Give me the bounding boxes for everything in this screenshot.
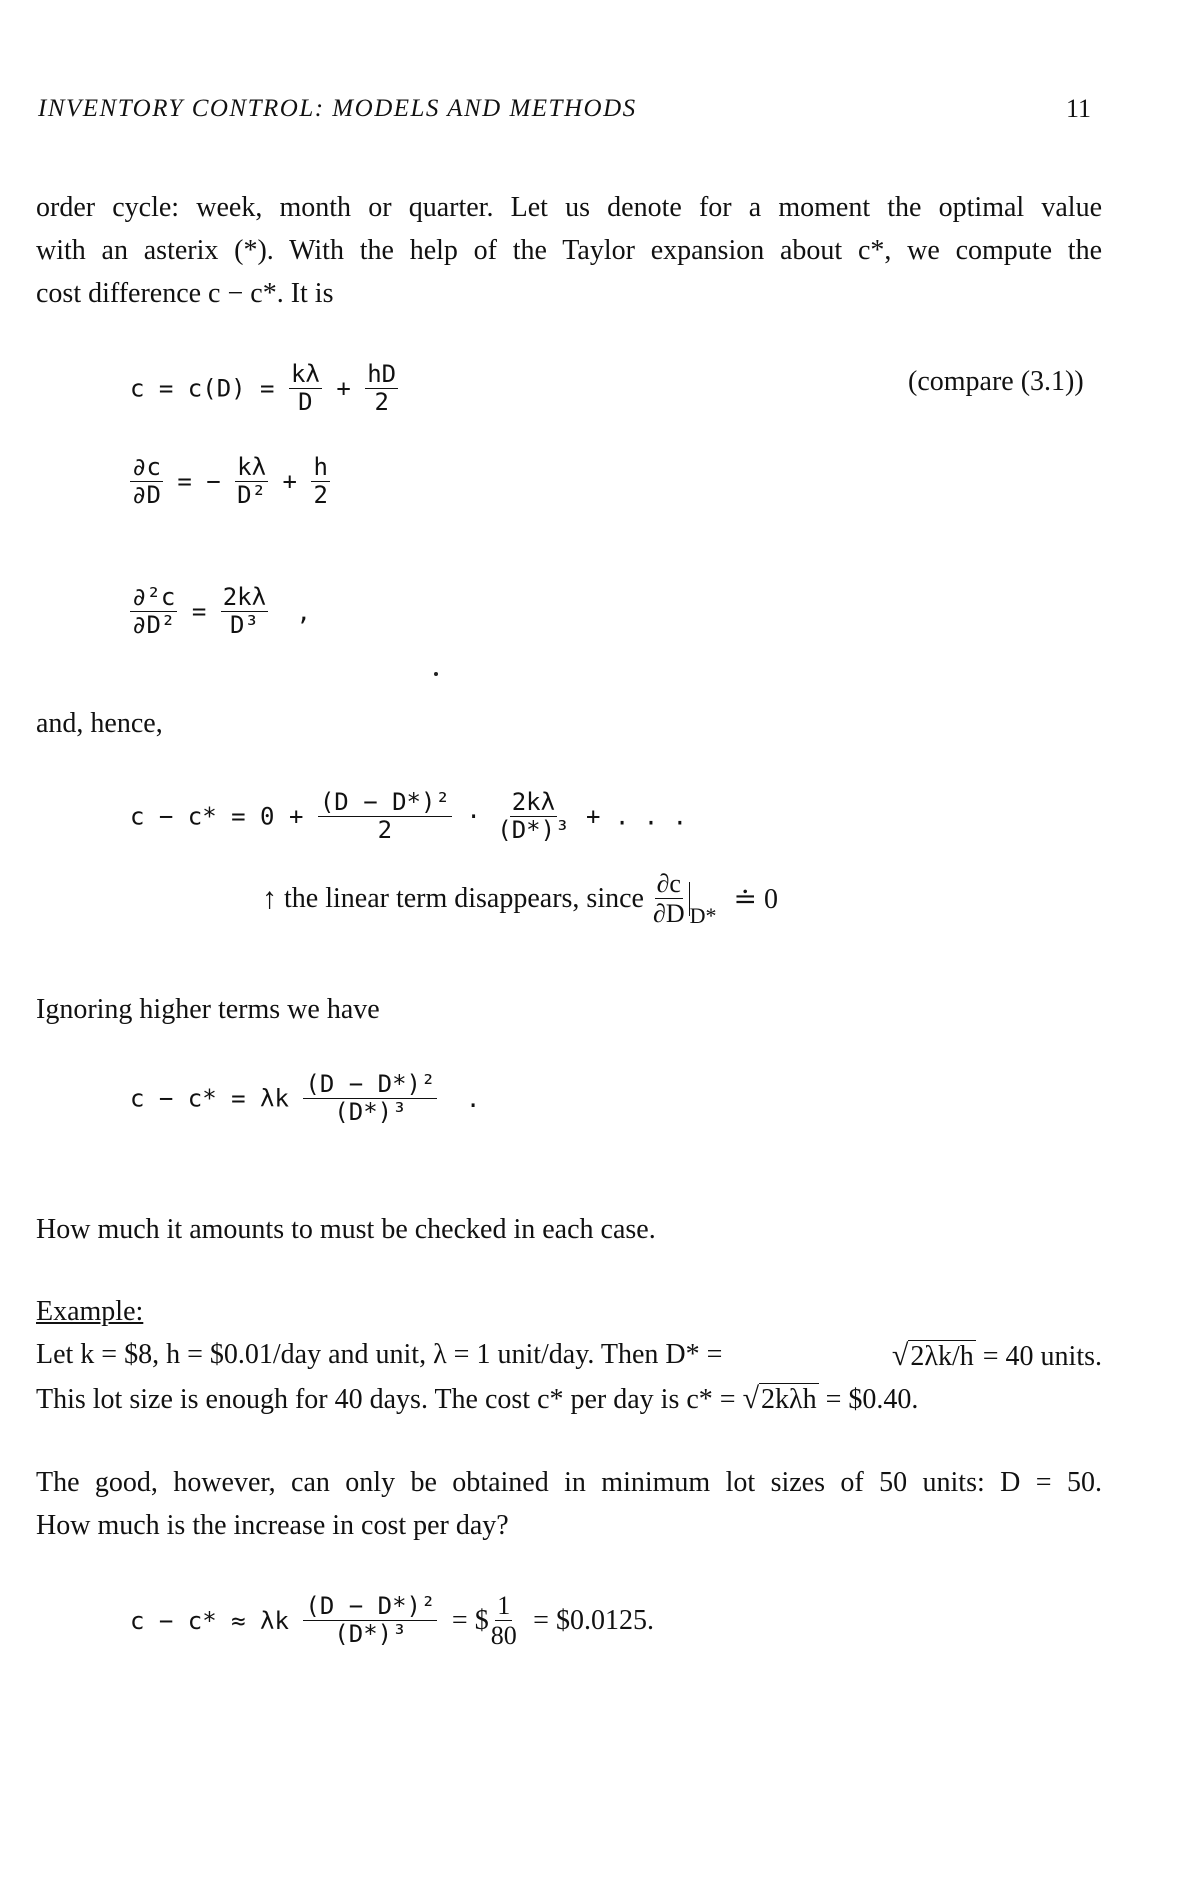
equation-cost-increase bbox=[130, 1592, 654, 1650]
equation-first-derivative bbox=[130, 455, 330, 508]
eq6-lhs: c − c* ≈ λk bbox=[130, 1606, 289, 1635]
eq3-frac-den: D³ bbox=[229, 611, 259, 640]
note-deriv-den: ∂D bbox=[652, 899, 685, 929]
eq2-deriv-den: ∂D bbox=[132, 481, 161, 510]
example-line-1: Let k = $8, h = $0.01/day and unit, λ = 1 unit/day. Then D* = √2λk/h = 40 units. bbox=[36, 1339, 1102, 1372]
eq5-frac-num: (D − D*)² bbox=[305, 1070, 436, 1098]
eq4-frac1-den: 2 bbox=[377, 816, 393, 845]
eq2-plus: + bbox=[282, 467, 297, 496]
equation-reference: (compare (3.1)) bbox=[908, 366, 1084, 397]
note-eval-point: D* bbox=[689, 903, 717, 929]
example-heading: Example: bbox=[36, 1296, 144, 1327]
intro-line-1: order cycle: week, month or quarter. Let us denote for a moment the optimal value bbox=[36, 192, 1102, 223]
eq1-frac1-den: D bbox=[298, 388, 313, 417]
equation-cost bbox=[130, 362, 398, 415]
eq6-frac-num: (D − D*)² bbox=[305, 1592, 436, 1621]
eq4-tail: + . . . bbox=[585, 802, 688, 831]
eq1-lhs: c = c(D) = bbox=[130, 374, 275, 403]
intro-line-2: with an asterix (*). With the help of the Taylor expansion about c*, we compute the bbox=[36, 235, 1102, 266]
eq3-frac-num: 2kλ bbox=[222, 583, 267, 611]
eq4-frac2-den: (D*)³ bbox=[497, 816, 570, 845]
intro-line-3: cost difference c − c*. It is bbox=[36, 278, 334, 309]
note-deriv-num: ∂c bbox=[656, 869, 681, 898]
eq2-frac1-num: kλ bbox=[237, 453, 267, 481]
eq2-equals-minus: = − bbox=[177, 467, 221, 496]
eq3-comma: , bbox=[296, 597, 311, 626]
eq6-frac-den: (D*)³ bbox=[334, 1620, 407, 1649]
eq2-frac2-num: h bbox=[313, 453, 328, 481]
eq3-equals: = bbox=[191, 597, 207, 626]
eq2-frac1-den: D² bbox=[237, 481, 267, 510]
linear-term-note bbox=[262, 870, 778, 929]
eq4-lhs: c − c* = 0 + bbox=[130, 802, 304, 831]
eq1-frac2-num: hD bbox=[367, 360, 397, 388]
sqrt-optimal-lot: 2λk/h bbox=[910, 1341, 974, 1372]
example-line-2-text: This lot size is enough for 40 days. The cost c* per day is c* = bbox=[36, 1384, 736, 1415]
eq1-frac2-den: 2 bbox=[374, 388, 389, 417]
ignoring-text: Ignoring higher terms we have bbox=[36, 994, 380, 1025]
eq3-deriv-num: ∂²c bbox=[132, 583, 176, 611]
eq5-period: . bbox=[465, 1084, 481, 1113]
eq6-frac2-den: 80 bbox=[490, 1621, 517, 1651]
eq6-frac2-num: 1 bbox=[497, 1591, 511, 1620]
eq4-frac2-num: 2kλ bbox=[511, 788, 556, 816]
good-line-1: The good, however, can only be obtained in minimum lot sizes of 50 units: D = 50. bbox=[36, 1467, 1102, 1498]
eq2-deriv-num: ∂c bbox=[132, 453, 161, 481]
note-relation: ≐ 0 bbox=[733, 883, 778, 915]
eq5-frac-den: (D*)³ bbox=[334, 1098, 407, 1127]
example-line-1-result: = 40 units. bbox=[982, 1341, 1102, 1372]
good-line-2: How much is the increase in cost per day? bbox=[36, 1510, 509, 1541]
example-line-2-result: = $0.40. bbox=[825, 1384, 919, 1415]
equation-taylor bbox=[130, 790, 687, 843]
eq1-plus: + bbox=[336, 374, 351, 403]
note-text: the linear term disappears, since bbox=[284, 882, 644, 914]
sqrt-optimal-cost: 2kλh bbox=[761, 1384, 817, 1415]
arrow-up-icon: ↑ bbox=[262, 881, 277, 915]
check-text: How much it amounts to must be checked in each case. bbox=[36, 1214, 656, 1245]
eq4-times: · bbox=[466, 802, 481, 831]
equation-second-derivative bbox=[130, 585, 311, 638]
example-line-1-text: Let k = $8, h = $0.01/day and unit, λ = 1 unit/day. Then D* = bbox=[36, 1339, 723, 1370]
eq3-deriv-den: ∂D² bbox=[132, 611, 176, 640]
equation-approximation bbox=[130, 1072, 480, 1125]
hence-text: and, hence, bbox=[36, 708, 163, 739]
example-line-2: This lot size is enough for 40 days. The cost c* per day is c* = √2kλh = $0.40. bbox=[36, 1382, 919, 1415]
eq5-lhs: c − c* = λk bbox=[130, 1084, 289, 1113]
eq1-frac1-num: kλ bbox=[290, 360, 320, 388]
eq6-result: = $0.0125. bbox=[533, 1604, 654, 1636]
eq6-equals-dollar: = $ bbox=[451, 1604, 489, 1636]
eq4-frac1-num: (D − D*)² bbox=[319, 788, 450, 816]
running-title: INVENTORY CONTROL: MODELS AND METHODS bbox=[38, 95, 637, 122]
page-number: 11 bbox=[1066, 94, 1092, 123]
eq2-frac2-den: 2 bbox=[313, 481, 328, 510]
stray-dot bbox=[434, 672, 438, 676]
